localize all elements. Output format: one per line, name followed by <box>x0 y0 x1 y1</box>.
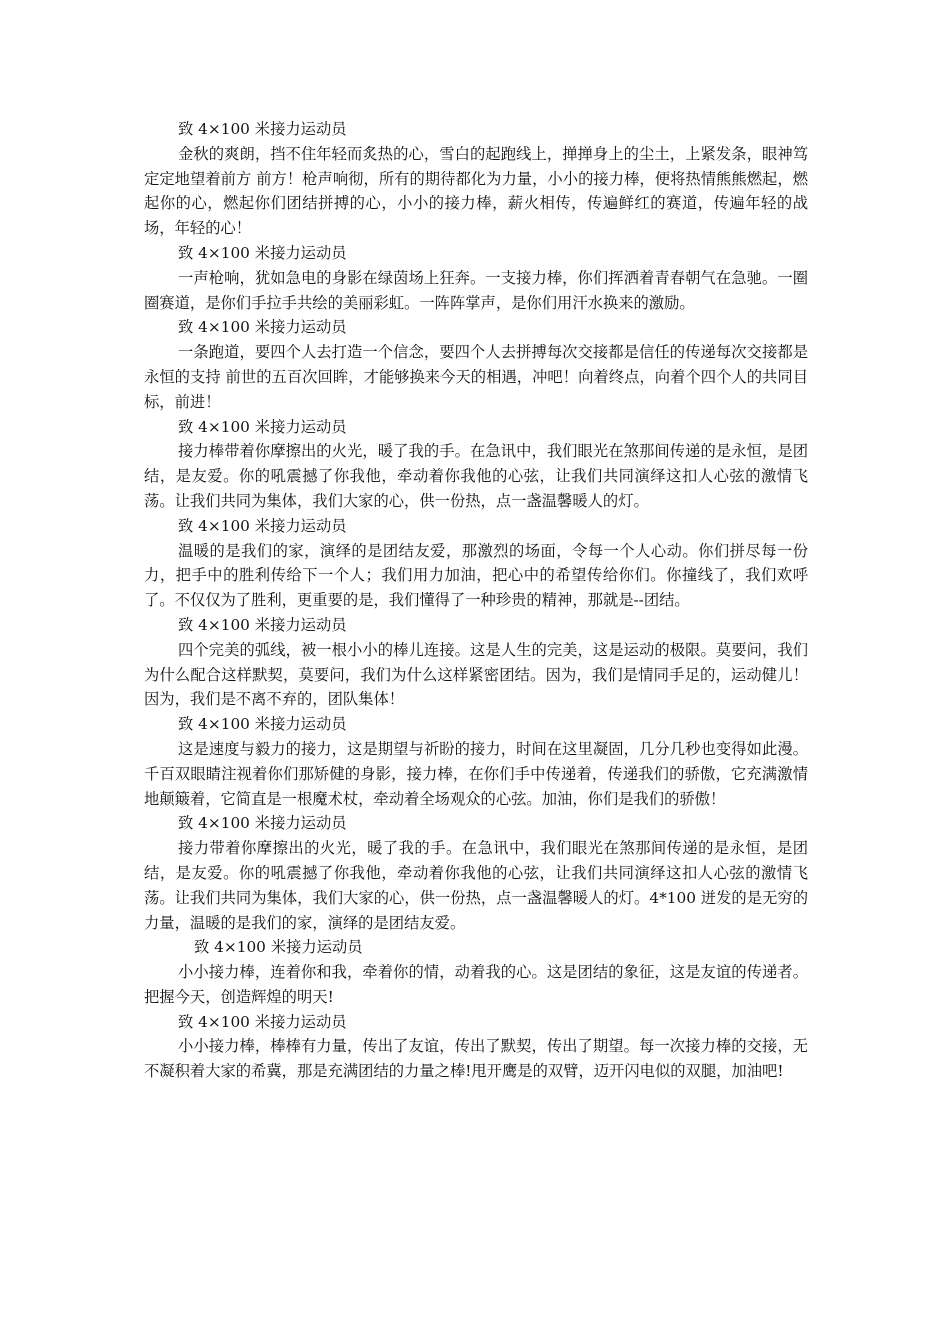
section-paragraph: 小小接力棒，棒棒有力量，传出了友谊，传出了默契，传出了期望。每一次接力棒的交接，无不凝积着大家的希冀，那是充满团结的力量之棒!甩开鹰是的双臂，迈开闪电似的双腿，加油吧! <box>144 1037 808 1081</box>
section-heading: 致 4×100 米接力运动员 <box>178 814 347 833</box>
section-paragraph: 接力带着你摩擦出的火光，暖了我的手。在急讯中，我们眼光在煞那间传递的是永恒，是团结，是友爱。你的吼震撼了你我他，牵动着你我他的心弦，让我们共同演绎这扣人心弦的激情飞荡。让我们共同为集体，我们大家的心，供一份热，点一盏温馨暖人的灯。4*100 迸发的是无穷的力量，温暖的是我们的家，演绎的是团结友爱。 <box>144 839 808 932</box>
section-7 <box>144 712 808 811</box>
document-body <box>144 117 808 1084</box>
section-heading: 致 4×100 米接力运动员 <box>178 615 347 634</box>
section-paragraph: 小小接力棒，连着你和我，牵着你的情，动着我的心。这是团结的象征，这是友谊的传递者。把握今天，创造辉煌的明天! <box>144 963 808 1006</box>
section-8 <box>144 811 808 935</box>
section-heading: 致 4×100 米接力运动员 <box>194 938 363 957</box>
section-2 <box>144 241 808 315</box>
section-paragraph: 温暖的是我们的家，演绎的是团结友爱，那激烈的场面，令每一个人心动。你们拼尽每一份力，把手中的胜利传给下一个人；我们用力加油，把心中的希望传给你们。你撞线了，我们欢呼了。不仅仅为了胜利，更重要的是，我们懂得了一种珍贵的精神，那就是--团结。 <box>144 541 808 610</box>
section-9 <box>144 935 808 1009</box>
section-heading: 致 4×100 米接力运动员 <box>178 318 347 337</box>
section-6 <box>144 613 808 712</box>
section-heading: 致 4×100 米接力运动员 <box>178 243 347 262</box>
section-paragraph: 接力棒带着你摩擦出的火光，暖了我的手。在急讯中，我们眼光在煞那间传递的是永恒，是团结，是友爱。你的吼震撼了你我他，牵动着你我他的心弦，让我们共同演绎这扣人心弦的激情飞荡。让我们共同为集体，我们大家的心，供一份热，点一盏温馨暖人的灯。 <box>144 442 808 510</box>
section-10 <box>144 1010 808 1084</box>
section-paragraph: 一声枪响，犹如急电的身影在绿茵场上狂奔。一支接力棒，你们挥洒着青春朝气在急驰。一圈圈赛道，是你们手拉手共绘的美丽彩虹。一阵阵掌声，是你们用汗水换来的激励。 <box>144 268 808 312</box>
section-paragraph: 四个完美的弧线，被一根小小的棒儿连接。这是人生的完美，这是运动的极限。莫要问，我们为什么配合这样默契，莫要问，我们为什么这样紧密团结。因为，我们是情同手足的，运动健儿！因为，我们是不离不弃的，团队集体！ <box>144 640 808 709</box>
section-3 <box>144 315 808 414</box>
section-heading: 致 4×100 米接力运动员 <box>178 417 347 436</box>
section-heading: 致 4×100 米接力运动员 <box>178 120 347 138</box>
section-heading: 致 4×100 米接力运动员 <box>178 715 347 734</box>
section-paragraph: 一条跑道，要四个人去打造一个信念，要四个人去拼搏每次交接都是信任的传递每次交接都是永恒的支持 前世的五百次回眸，才能够换来今天的相遇，冲吧！向着终点，向着个四个人的共同目标，前进！ <box>144 343 808 411</box>
section-paragraph: 金秋的爽朗，挡不住年轻而炙热的心，雪白的起跑线上，掸掸身上的尘土，上紧发条，眼神笃定定地望着前方 前方！枪声响彻，所有的期待都化为力量，小小的接力棒，便将热情熊熊燃起，燃起你的心，燃起你们团结拼搏的心，小小的接力棒，薪火相传，传遍鲜红的赛道，传遍年轻的战场，年轻的心！ <box>144 144 808 238</box>
section-heading: 致 4×100 米接力运动员 <box>178 516 347 535</box>
section-heading: 致 4×100 米接力运动员 <box>178 1012 347 1031</box>
section-1 <box>144 117 808 241</box>
section-5 <box>144 514 808 613</box>
section-paragraph: 这是速度与毅力的接力，这是期望与祈盼的接力，时间在这里凝固，几分几秒也变得如此漫。千百双眼睛注视着你们那矫健的身影，接力棒，在你们手中传递着，传递我们的骄傲，它充满激情地颠簸着，它简直是一根魔术杖，牵动着全场观众的心弦。加油，你们是我们的骄傲！ <box>144 739 808 808</box>
section-4 <box>144 415 808 514</box>
